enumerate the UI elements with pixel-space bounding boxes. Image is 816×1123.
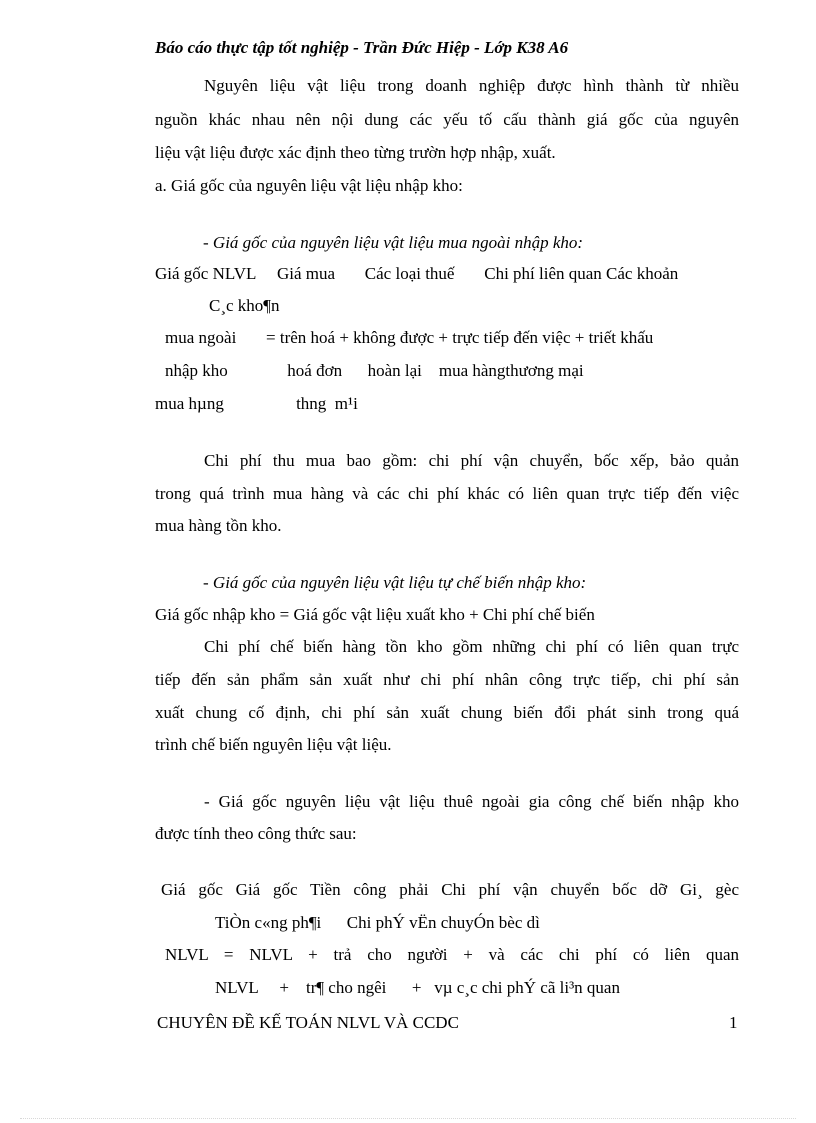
paragraph-line: Chi phí chế biến hàng tồn kho gồm những chi phí có liên quan trực xyxy=(204,637,739,656)
subheading: - Giá gốc của nguyên liệu vật liệu tự chế biến nhập kho: xyxy=(203,573,587,592)
formula-line: NLVL = NLVL + trả cho người + và các chi phí có liên quan xyxy=(165,945,739,964)
formula-line: TiÒn c«ng ph¶i Chi phÝ vËn chuyÓn bèc dì xyxy=(215,913,540,932)
section-heading: a. Giá gốc của nguyên liệu vật liệu nhập kho: xyxy=(155,176,463,195)
paragraph-line: - Giá gốc nguyên liệu vật liệu thuê ngoài gia công chế biến nhập kho xyxy=(204,792,739,811)
formula-line: Giá gốc nhập kho = Giá gốc vật liệu xuất kho + Chi phí chế biến xyxy=(155,605,595,624)
paragraph-line: Nguyên liệu vật liệu trong doanh nghiệp được hình thành từ nhiều xyxy=(204,76,739,95)
formula-line: Giá gốc Giá gốc Tiền công phải Chi phí vận chuyển bốc dỡ Gi¸ gèc xyxy=(161,880,739,899)
formula-line: mua ngoài = trên hoá + không được + trực tiếp đến việc + triết khấu xyxy=(165,328,654,347)
formula-line: nhập kho hoá đơn hoàn lại mua hàngthương mại xyxy=(165,361,584,380)
formula-line: mua hµng thng m¹i xyxy=(155,394,358,413)
paragraph-line: mua hàng tồn kho. xyxy=(155,516,282,535)
paragraph-line: Chi phí thu mua bao gồm: chi phí vận chuyển, bốc xếp, bảo quản xyxy=(204,451,739,470)
formula-line: Giá gốc NLVL Giá mua Các loại thuế Chi phí liên quan Các khoản xyxy=(155,264,679,283)
paragraph-line: liệu vật liệu được xác định theo từng trườn hợp nhập, xuất. xyxy=(155,143,556,162)
page-divider xyxy=(20,1118,796,1119)
paragraph-line: trong quá trình mua hàng và các chi phí khác có liên quan trực tiếp đến việc xyxy=(155,484,739,503)
page-number: 1 xyxy=(729,1013,738,1032)
footer-title: CHUYÊN ĐỀ KẾ TOÁN NLVL VÀ CCDC xyxy=(157,1013,459,1032)
paragraph-line: trình chế biến nguyên liệu vật liệu. xyxy=(155,735,392,754)
page-header: Báo cáo thực tập tốt nghiệp - Trần Đức Hiệp - Lớp K38 A6 xyxy=(155,38,569,57)
paragraph-line: xuất chung cố định, chi phí sản xuất chung biến đổi phát sinh trong quá xyxy=(155,703,739,722)
paragraph-line: được tính theo công thức sau: xyxy=(155,824,357,843)
subheading: - Giá gốc của nguyên liệu vật liệu mua ngoài nhập kho: xyxy=(203,233,584,252)
formula-line: C¸c kho¶n xyxy=(209,296,280,315)
paragraph-line: tiếp đến sản phẩm sản xuất như chi phí nhân công trực tiếp, chi phí sản xyxy=(155,670,739,689)
formula-line: NLVL + tr¶ cho ngêi + vµ c¸c chi phÝ cã li³n quan xyxy=(215,978,620,997)
paragraph-line: nguồn khác nhau nên nội dung các yếu tố cấu thành giá gốc của nguyên xyxy=(155,110,739,129)
